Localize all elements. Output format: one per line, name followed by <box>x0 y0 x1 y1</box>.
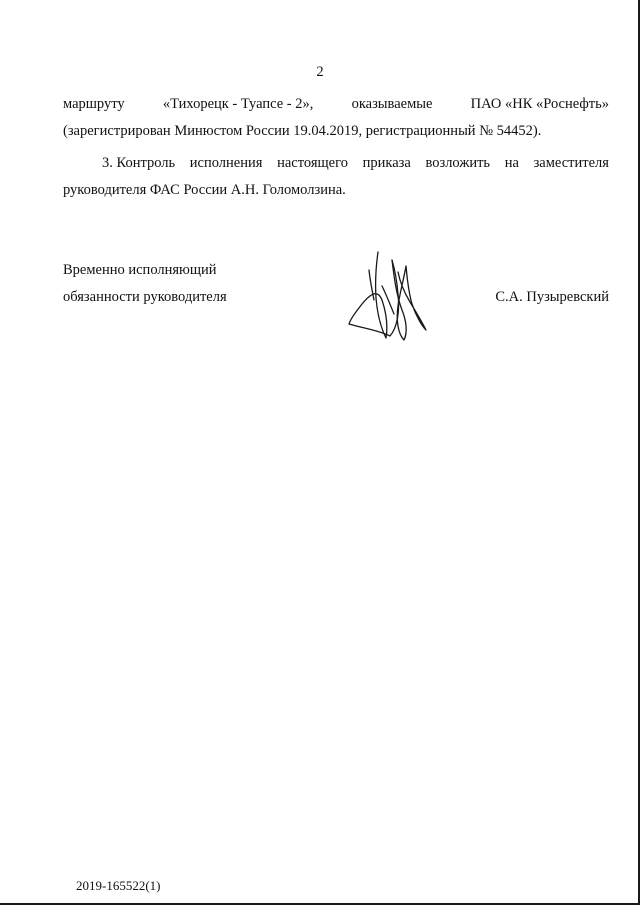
page-number: 2 <box>316 64 324 80</box>
word: приказа <box>362 155 411 171</box>
paragraph-line-2: (зарегистрирован Минюстом России 19.04.2019, регистрационный № 54452). <box>63 123 542 139</box>
word: 3. Контроль <box>102 155 176 171</box>
handwritten-signature <box>342 246 442 346</box>
paragraph-line-4: руководителя ФАС России А.Н. Голомолзина. <box>63 182 346 198</box>
signer-position-line-2: обязанности руководителя <box>63 289 227 305</box>
word: маршруту <box>63 96 125 112</box>
paragraph-line-3 <box>102 155 609 172</box>
word: возложить <box>425 155 491 171</box>
word: исполнения <box>189 155 263 171</box>
word: заместителя <box>533 155 609 171</box>
signer-name: С.А. Пузыревский <box>495 289 609 305</box>
word: настоящего <box>277 155 348 171</box>
word: ПАО «НК «Роснефть» <box>470 96 609 112</box>
word: «Тихорецк - Туапсе - 2», <box>162 96 314 112</box>
paragraph-line-1 <box>63 96 609 113</box>
word: оказываемые <box>351 96 433 112</box>
word: на <box>504 155 519 171</box>
document-code: 2019-165522(1) <box>76 878 161 893</box>
signer-position-line-1: Временно исполняющий <box>63 262 217 278</box>
